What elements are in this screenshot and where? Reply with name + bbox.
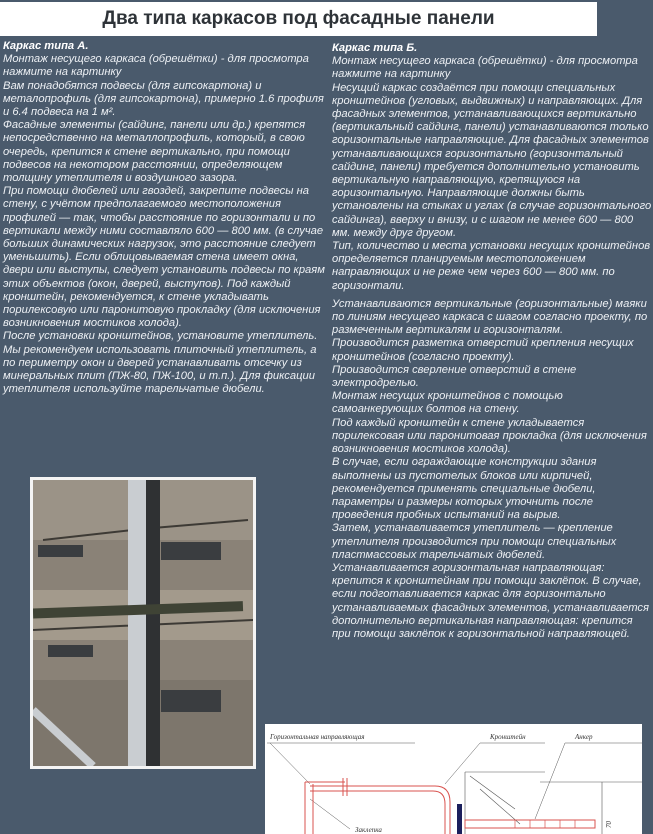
- diagram-label-rivet: Заклепка: [355, 826, 382, 834]
- type-a-paragraph: Вам понадобятся подвесы (для гипсокартона) и металопрофиль (для гипсокартона), примерно 1.6 профиля и 6.4 подвеса на 1 м².: [3, 79, 324, 119]
- type-b-step: Производится сверление отверстий в стене электродрелью.: [332, 363, 577, 390]
- type-b-step: Под каждый кронштейн к стене укладывается порилексовая или паронитовая прокладка (для исключения возникновения мостиков холода).: [332, 416, 647, 456]
- type-b-step: Устанавливается горизонтальная направляющая: крепится к кронштейнам при помощи заклёпок. В случае, если подготавливается каркас для горизонтально устанавливаемых фасадных элементов, устанавливается дополнительно вертикальная направляющая: крепится при помощи заклёпок к горизонтальной направляющей.: [332, 561, 649, 640]
- type-b-step: Затем, устанавливается утеплитель — крепление утеплителя производится при помощи специальных пластмассовых тарельчатых дюбелей.: [332, 522, 617, 561]
- type-a-heading: Каркас типа А.: [3, 40, 89, 52]
- type-b-heading: Каркас типа Б.: [332, 42, 418, 54]
- frame-type-b-section: [332, 42, 653, 641]
- type-b-view-link[interactable]: Монтаж несущего каркаса (обрешётки) - для просмотра нажмите на картинку: [332, 55, 638, 81]
- type-b-paragraph: Тип, количество и места установки несущих кронштейнов определяется планируемым местоположением направляющих и не реже чем через 600 — 800 мм. по горизонтали.: [332, 240, 651, 292]
- type-b-step: В случае, если ограждающие конструкции здания выполнены из пустотелых блоков или кирпичей, рекомендуется применять специальные дюбели, параметры и размеры которых уточнить после проведения пробных испытаний на вырыв.: [332, 456, 597, 522]
- type-a-paragraph: Фасадные элементы (сайдинг, панели или др.) крепятся непосредственно на металлопрофиль, который, в свою очередь, крепится к стене вертикально, при помощи подвесов на некотором расстоянии, определяющем толщину утеплителя и воздушного зазора.: [3, 119, 306, 185]
- frame-type-a-section: [3, 40, 325, 396]
- type-b-step: Устанавливаются вертикальные (горизонтальные) маяки по линиям несущего каркаса с шагом согласно проекту, по размеченным вертикалям и горизонталям.: [332, 297, 648, 337]
- type-b-step: Монтаж несущих кронштейнов с помощью самоанкерующих болтов на стену.: [332, 390, 563, 416]
- frame-type-a-photo[interactable]: [30, 477, 256, 769]
- diagram-label-anchor: Анкер: [575, 733, 593, 741]
- diagram-label-bracket: Кронштейн: [490, 733, 526, 741]
- type-b-paragraph: Несущий каркас создаётся при помощи специальных кронштейнов (угловых, выдвижных) и направляющих. Для фасадных элементов, устанавливающихся вертикально (вертикальный сайдинг, панели) устанавливаются только горизонтальные направляющие. Для фасадных элементов устанавливающихся горизонтально (горизонтальный сайдинг, панели) требуется дополнительно установить вертикальную направляющую, крепящуюся на горизонтальную. Направляющие должны быть установлены на стыках и углах (в случае горизонтального сайдинга), вверху и внизу, и с шагом не менее 600 — 800 мм. между друг другом.: [332, 81, 652, 239]
- page-title: Два типа каркасов под фасадные панели: [0, 2, 597, 36]
- frame-type-b-diagram[interactable]: [265, 724, 642, 834]
- type-a-paragraph: После установки кронштейнов, установите утеплитель. Мы рекомендуем использовать плиточный утеплитель, а по периметру окон и дверей устанавливать отсечку из минеральных плит (ПЖ-80, ПЖ-100, и т.п.). Для фиксации утеплителя используйте тарельчатые дюбели.: [3, 330, 318, 396]
- type-a-view-link[interactable]: Монтаж несущего каркаса (обрешётки) - для просмотра нажмите на картинку: [3, 53, 309, 79]
- diagram-label-dimension: 70: [605, 821, 613, 828]
- type-a-paragraph: При помощи дюбелей или гвоздей, закрепите подвесы на стену, с учётом предполагаемого местоположения профилей — так, чтобы расстояние по горизонтали и по вертикали между ними составляло 600 — 800 мм. (в случае больших динамических нагрузок, это расстояние следует уменьшить). Если облицовываемая стена имеет окна, двери или выступы, следует установить подвесы по краям этих объектов (окон, дверей, выступов). Под каждый кронштейн, рекомендуется, к стене укладывать порилексовую или паронитовую прокладку (для исключения возникновения мостиков холода).: [3, 185, 325, 330]
- type-b-step: Производится разметка отверстий крепления несущих кронштейнов (согласно проекту).: [332, 337, 634, 363]
- diagram-label-rail: Горизонтальная направляющая: [270, 733, 365, 741]
